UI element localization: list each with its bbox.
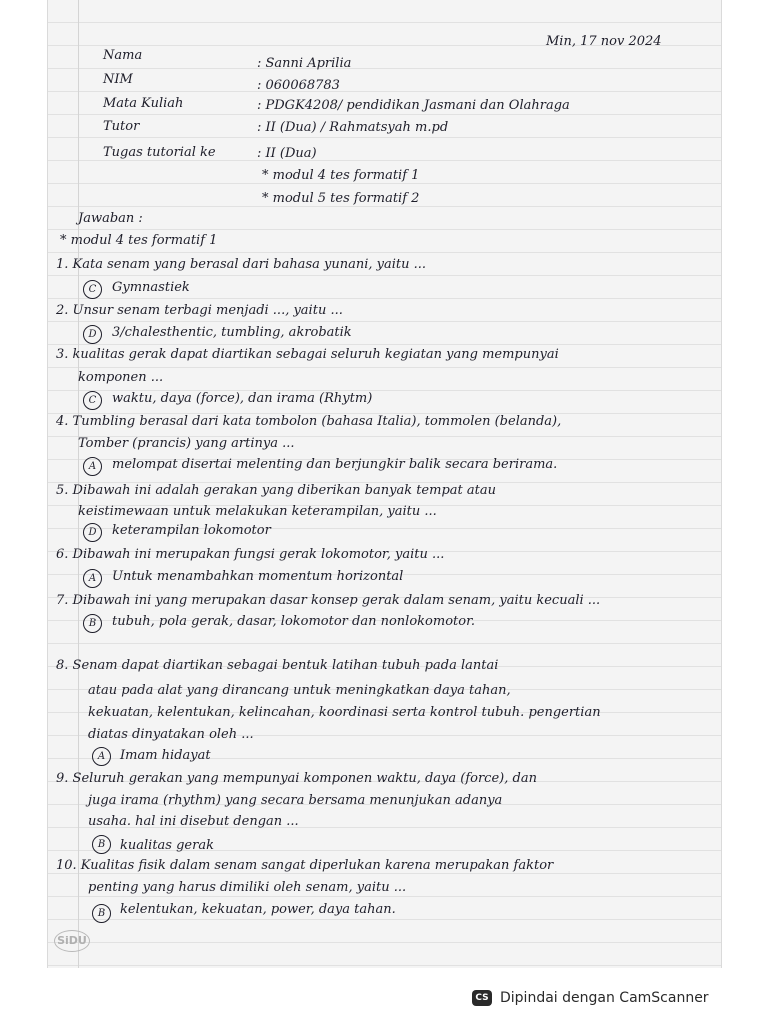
answer-10: kelentukan, kekuatan, power, daya tahan.: [120, 902, 396, 917]
label-matkul: Mata Kuliah: [103, 96, 184, 111]
question-5-line-2: keistimewaan untuk melakukan keterampilan, yaitu ...: [78, 504, 437, 519]
date: Min, 17 nov 2024: [546, 34, 662, 49]
label-nim: NIM: [103, 72, 133, 87]
value-nama: : Sanni Aprilia: [257, 56, 352, 71]
label-tutor: Tutor: [103, 119, 140, 134]
question-1: 1. Kata senam yang berasal dari bahasa yunani, yaitu ...: [56, 257, 427, 272]
bullet-modul-4: * modul 4 tes formatif 1: [262, 168, 420, 183]
answer-choice-7: B: [83, 614, 102, 633]
sidu-logo: SiDU: [54, 930, 90, 952]
question-4-line-2: Tomber (prancis) yang artinya ...: [78, 436, 295, 451]
value-nim: : 060068783: [257, 78, 340, 93]
question-10-line-1: 10. Kualitas fisik dalam senam sangat diperlukan karena merupakan faktor: [56, 858, 554, 873]
question-4-line-1: 4. Tumbling berasal dari kata tombolon (bahasa Italia), tommolen (belanda),: [56, 414, 562, 429]
answer-8: Imam hidayat: [120, 748, 211, 763]
question-9-line-2: juga irama (rhythm) yang secara bersama menunjukan adanya: [88, 793, 503, 808]
camscanner-watermark: [472, 983, 752, 1013]
question-10-line-2: penting yang harus dimiliki oleh senam, yaitu ...: [88, 880, 407, 895]
bullet-modul-5: * modul 5 tes formatif 2: [262, 191, 420, 206]
label-tugas: Tugas tutorial ke: [103, 145, 216, 160]
answer-4: melompat disertai melenting dan berjungkir balik secara berirama.: [112, 457, 558, 472]
answer-choice-1: C: [83, 280, 102, 299]
answer-choice-2: D: [83, 325, 102, 344]
question-3-line-2: komponen ...: [78, 370, 164, 385]
answer-choice-3: C: [83, 391, 102, 410]
notebook-paper: [47, 0, 722, 968]
answer-7: tubuh, pola gerak, dasar, lokomotor dan nonlokomotor.: [112, 614, 475, 629]
watermark-text: Dipindai dengan CamScanner: [500, 990, 709, 1006]
value-tugas: : II (Dua): [257, 146, 317, 161]
question-7: 7. Dibawah ini yang merupakan dasar konsep gerak dalam senam, yaitu kecuali ...: [56, 593, 601, 608]
answer-choice-6: A: [83, 569, 102, 588]
answer-2: 3/chalesthentic, tumbling, akrobatik: [112, 325, 352, 340]
question-8-line-1: 8. Senam dapat diartikan sebagai bentuk latihan tubuh pada lantai: [56, 658, 499, 673]
answer-9: kualitas gerak: [120, 838, 214, 853]
question-5-line-1: 5. Dibawah ini adalah gerakan yang diberikan banyak tempat atau: [56, 483, 496, 498]
answer-3: waktu, daya (force), dan irama (Rhytm): [112, 391, 373, 406]
question-8-line-3: kekuatan, kelentukan, kelincahan, koordinasi serta kontrol tubuh. pengertian: [88, 705, 601, 720]
question-2: 2. Unsur senam terbagi menjadi ..., yaitu ...: [56, 303, 343, 318]
question-9-line-1: 9. Seluruh gerakan yang mempunyai komponen waktu, daya (force), dan: [56, 771, 537, 786]
question-6: 6. Dibawah ini merupakan fungsi gerak lokomotor, yaitu ...: [56, 547, 445, 562]
question-8-line-4: diatas dinyatakan oleh ...: [88, 727, 254, 742]
question-9-line-3: usaha. hal ini disebut dengan ...: [88, 814, 299, 829]
answer-choice-8: A: [92, 747, 111, 766]
answer-choice-5: D: [83, 523, 102, 542]
section-heading: * modul 4 tes formatif 1: [60, 233, 218, 248]
answer-1: Gymnastiek: [112, 280, 190, 295]
answer-choice-4: A: [83, 457, 102, 476]
question-8-line-2: atau pada alat yang dirancang untuk meningkatkan daya tahan,: [88, 683, 511, 698]
answer-5: keterampilan lokomotor: [112, 523, 271, 538]
answer-choice-9: B: [92, 835, 111, 854]
jawaban-heading: Jawaban :: [78, 211, 143, 226]
value-tutor: : II (Dua) / Rahmatsyah m.pd: [257, 120, 449, 135]
question-3-line-1: 3. kualitas gerak dapat diartikan sebagai seluruh kegiatan yang mempunyai: [56, 347, 559, 362]
answer-6: Untuk menambahkan momentum horizontal: [112, 569, 404, 584]
value-matkul: : PDGK4208/ pendidikan Jasmani dan Olahraga: [257, 98, 570, 113]
label-nama: Nama: [103, 48, 143, 63]
camscanner-icon: CS: [472, 990, 492, 1006]
answer-choice-10: B: [92, 904, 111, 923]
